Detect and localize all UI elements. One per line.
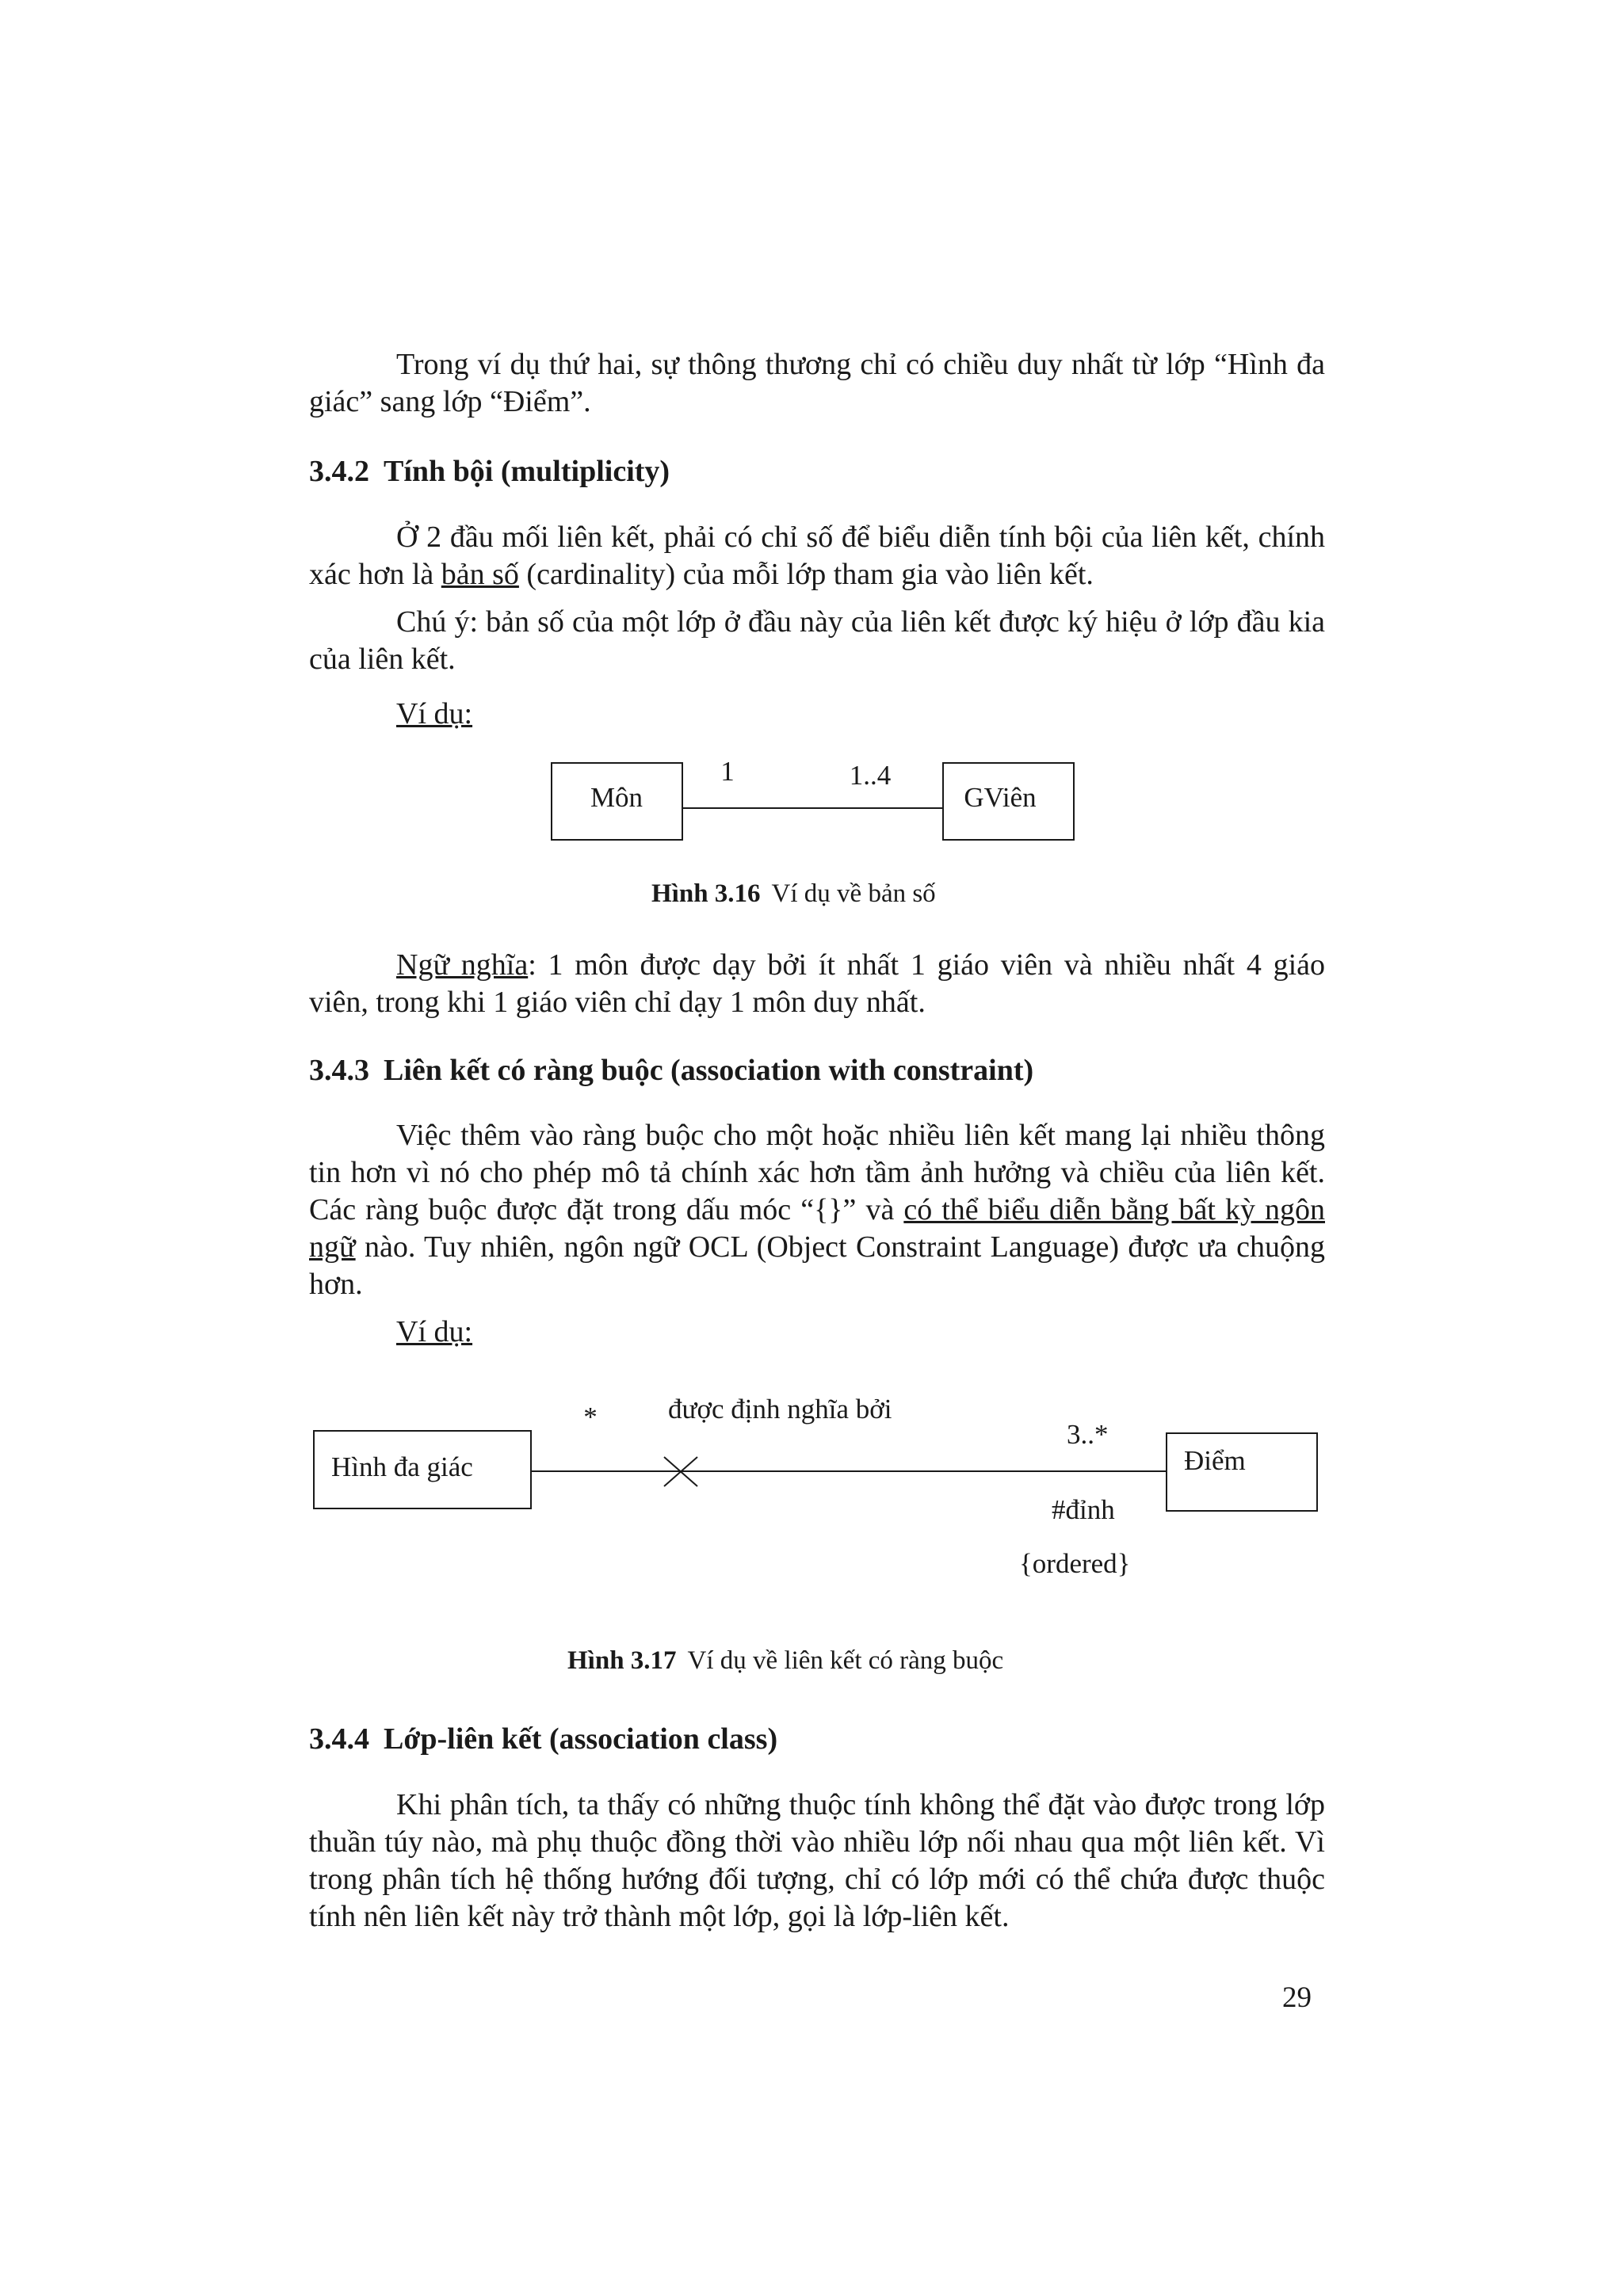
multiplicity-left: 1 [720,756,735,787]
section-344-heading [309,1721,777,1758]
section-342-heading [309,453,670,490]
association-name: được định nghĩa bởi [668,1394,892,1425]
semantics-paragraph [309,947,1325,1021]
section-342-p1-after: (cardinality) của mỗi lớp tham gia vào liên kết. [518,558,1094,591]
section-343-p1-before: Việc thêm vào ràng buộc cho một hoặc nhiều liên kết mang lại nhiều thông tin hơn vì nó cho phép mô tả chính xác hơn tầm ảnh hưởng và chiều của liên kết. Các ràng buộc được đặt trong dấu móc “{}” và [309,1119,1325,1226]
class-box-mon [552,763,682,840]
section-342-paragraph-2: Chú ý: bản số của một lớp ở đầu này của liên kết được ký hiệu ở lớp đầu kia của liên kết. [309,605,1325,676]
section-342-title: Tính bội (multiplicity) [384,455,670,488]
figure-317-caption-text: Ví dụ về liên kết có ràng buộc [687,1646,1004,1675]
intro-paragraph: Trong ví dụ thứ hai, sự thông thương chỉ có chiều duy nhất từ lớp “Hình đa giác” sang lớp “Điểm”. [309,348,1325,418]
section-344-title: Lớp-liên kết (association class) [384,1722,778,1756]
class-box-hinh-da-giac [314,1431,531,1508]
section-344-paragraph-1: Khi phân tích, ta thấy có những thuộc tính không thể đặt vào được trong lớp thuần túy nào, mà phụ thuộc đồng thời vào nhiều lớp nối nhau qua một liên kết. Vì trong phân tích hệ thống hướng đối tượng, chỉ có lớp mới có thể chứa được thuộc tính nên liên kết này trở thành một lớp, gọi là lớp-liên kết. [309,1788,1325,1933]
navigability-cross-icon [664,1457,697,1486]
section-342-number: 3.4.2 [309,455,369,488]
section-344-number: 3.4.4 [309,1722,369,1756]
example-label-1: Ví dụ: [396,697,473,730]
section-343-p1-after: nào. Tuy nhiên, ngôn ngữ OCL (Object Constraint Language) được ưa chuộng hơn. [309,1230,1325,1301]
semantics-label: Ngữ nghĩa [396,948,529,982]
section-342-paragraph-1 [309,519,1325,593]
section-343-paragraph-1 [309,1117,1325,1303]
constraint-ordered: {ordered} [1019,1548,1131,1579]
class-name-gvien: GViên [964,782,1037,814]
role-name-dinh: #đỉnh [1052,1494,1115,1525]
class-name-hinh-da-giac: Hình đa giác [331,1451,473,1483]
figure-316-caption [651,878,936,910]
multiplicity-3-star: 3..* [1067,1419,1109,1450]
section-342-p1-underlined: bản số [441,558,519,591]
figure-317-caption [567,1645,1003,1676]
figure-316-caption-text: Ví dụ về bản số [771,879,936,908]
example-label-2: Ví dụ: [396,1315,473,1348]
multiplicity-star: * [583,1402,598,1432]
figure-316-caption-label: Hình 3.16 [651,879,761,908]
section-343-number: 3.4.3 [309,1054,369,1087]
section-343-p1-underlined: có thể biểu diễn bằng bất kỳ ngôn ngữ [309,1193,1325,1264]
class-name-diem: Điểm [1184,1445,1246,1477]
figure-316-diagram [552,756,1074,840]
semantics-text: : 1 môn được dạy bởi ít nhất 1 giáo viên và nhiều nhất 4 giáo viên, trong khi 1 giáo viên chỉ dạy 1 môn duy nhất. [309,948,1325,1019]
class-name-mon: Môn [590,782,643,814]
class-box-gvien [943,763,1074,840]
class-box-diem [1167,1433,1317,1511]
section-342-p1-before: Ở 2 đầu mối liên kết, phải có chỉ số để biểu diễn tính bội của liên kết, chính xác hơn là [309,521,1325,591]
section-343-title: Liên kết có ràng buộc (association with constraint) [384,1054,1034,1087]
multiplicity-right: 1..4 [849,760,892,791]
page-number: 29 [1282,1981,1312,2014]
figure-317-caption-label: Hình 3.17 [567,1646,677,1675]
section-343-heading [309,1052,1033,1089]
figure-317-diagram [314,1394,1317,1579]
